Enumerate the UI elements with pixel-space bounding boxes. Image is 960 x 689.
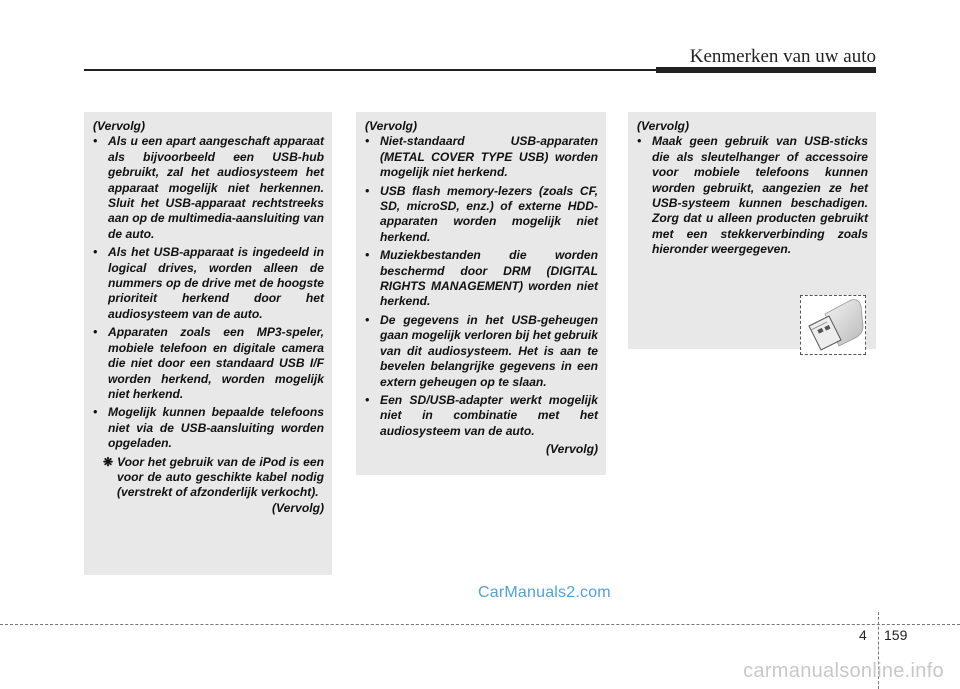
continued-label: (Vervolg) [637, 119, 689, 133]
list-item [365, 393, 598, 439]
list-item [365, 313, 598, 390]
bullet-icon: • [93, 325, 98, 340]
list-item [93, 325, 324, 402]
bullet-icon: • [365, 312, 370, 327]
list-item [365, 184, 598, 246]
list-item-text: De gegevens in het USB-geheugen gaan mogelijk verloren bij het gebruik van dit audiosysteem. Het is aan te bevelen belangrijke gegevens in een extern geheugen op te slaan. [380, 312, 598, 389]
page-number: 159 [884, 627, 908, 643]
info-box-2 [356, 112, 606, 475]
watermark-carmanualsonline: carmanualsonline.info [743, 660, 944, 682]
continued-label: (Vervolg) [93, 119, 145, 133]
info-box-1 [84, 112, 332, 575]
list-item-text: Een SD/USB-adapter werkt mogelijk niet in combinatie met het audiosysteem van de auto. [380, 392, 598, 438]
continued-label: (Vervolg) [546, 442, 598, 457]
usb-stick-icon [801, 296, 865, 354]
bullet-icon: • [365, 392, 370, 407]
list-item-text: Als het USB-apparaat is ingedeeld in logical drives, worden alleen de nummers op de drive met de hoogste prioriteit herkend door het audiosysteem van de auto. [108, 245, 324, 321]
bullet-icon: • [93, 245, 98, 260]
chapter-header-title: Kenmerken van uw auto [689, 46, 876, 67]
list-item-text: Maak geen gebruik van USB-sticks die als sleutelhanger of accessoire voor mobiele telefoons kunnen worden gebruikt, aangezien ze het USB-systeem kunnen beschadigen. Zorg dat u alleen producten gebruikt met een stekkerverbinding zoals hieronder weergegeven. [652, 134, 868, 257]
list-item-text: Als u een apart aangeschaft apparaat als bijvoorbeeld een USB-hub gebruikt, zal het audiosysteem het apparaat mogelijk niet herkennen. Sluit het USB-apparaat rechtstreeks aan op de multimedia-aansluiting van de auto. [108, 134, 324, 241]
list-item-text: Mogelijk kunnen bepaalde telefoons niet via de USB-aansluiting worden opgeladen. [108, 405, 324, 451]
bullet-icon: • [93, 405, 98, 420]
continued-label: (Vervolg) [365, 119, 417, 133]
bullet-list [365, 134, 598, 439]
list-item [365, 248, 598, 310]
list-item [365, 134, 598, 180]
note [93, 455, 324, 501]
bullet-icon: • [365, 134, 370, 149]
list-item [93, 405, 324, 451]
bullet-list [93, 134, 324, 451]
list-item-text: Muziekbestanden die worden beschermd door DRM (DIGITAL RIGHTS MANAGEMENT) worden niet herkend. [380, 248, 598, 309]
list-item [637, 134, 868, 257]
note-mark-icon: ❋ [103, 454, 114, 469]
footer-rule [0, 624, 960, 625]
bullet-icon: • [365, 248, 370, 263]
watermark-carmanuals2: CarManuals2.com [478, 584, 611, 601]
chapter-number: 4 [859, 627, 867, 643]
list-item [93, 134, 324, 242]
header-rule-thick [656, 67, 876, 73]
bullet-list [637, 134, 868, 257]
bullet-icon: • [637, 134, 642, 149]
usb-stick-image [800, 295, 866, 355]
bullet-icon: • [93, 134, 98, 149]
header-rule [84, 69, 656, 71]
bullet-icon: • [365, 183, 370, 198]
list-item-text: Niet-standaard USB-apparaten (METAL COVER TYPE USB) worden mogelijk niet herkend. [380, 134, 598, 180]
note-text: Voor het gebruik van de iPod is een voor de auto geschikte kabel nodig (verstrekt of afzonderlijk verkocht). [117, 454, 324, 500]
list-item-text: Apparaten zoals een MP3-speler, mobiele telefoon en digitale camera die niet door een standaard USB I/F worden herkend, worden mogelijk niet herkend. [108, 325, 324, 401]
list-item [93, 245, 324, 322]
list-item-text: USB flash memory-lezers (zoals CF, SD, microSD, enz.) of externe HDD-apparaten worden mogelijk niet herkend. [380, 183, 598, 244]
continued-label: (Vervolg) [272, 500, 324, 515]
